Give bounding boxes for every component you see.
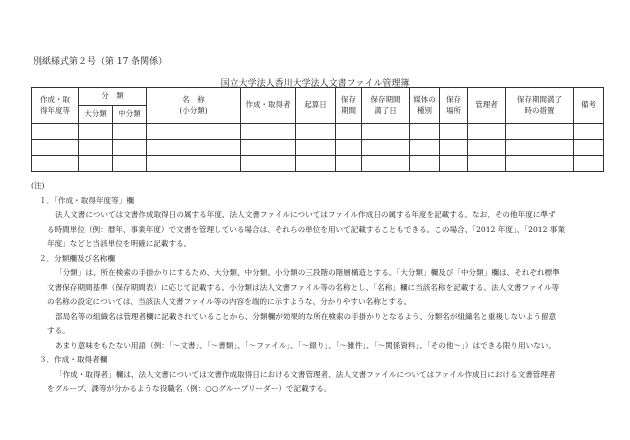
file-register-table bbox=[31, 87, 604, 172]
col-medium-category-header: 中分類 bbox=[113, 106, 147, 124]
table-row bbox=[32, 156, 604, 172]
col-manager-header: 管理者 bbox=[468, 88, 506, 124]
form-reference: 別紙様式第２号（第 17 条関係） bbox=[33, 57, 168, 67]
col-location-header: 保存 場所 bbox=[440, 88, 468, 124]
notes-section bbox=[31, 179, 606, 397]
col-remarks-header: 備考 bbox=[574, 88, 604, 124]
col-retention-period-header: 保存 期間 bbox=[336, 88, 362, 124]
col-category-header: 分 類 bbox=[79, 88, 147, 106]
table-row bbox=[32, 124, 604, 140]
col-year-header: 作成・取 得年度等 bbox=[32, 88, 79, 124]
col-medium-header: 媒体の 種別 bbox=[410, 88, 440, 124]
document-title: 国立大学法人香川大学法人文書ファイル管理簿 bbox=[220, 79, 410, 89]
note-2-line: する。 bbox=[47, 326, 70, 335]
note-2-line: 「分類」は、所在検索の手掛かりにするため、大分類、中分類、小分類の三段階の階層構造とする。「大分類」欄及び「中分類」欄は、それぞれ標準 bbox=[55, 268, 560, 277]
note-2-line: 部局名等の組織名は管理者欄に記載されていることから、分類欄が効果的な所在検索の手掛かりとなるよう、分類名が組織名と重複しないよう留意 bbox=[55, 311, 557, 321]
col-start-date-header: 起算日 bbox=[296, 88, 336, 124]
notes-label: (注) bbox=[31, 181, 45, 190]
note-3-title: ３．作成・取得者欄 bbox=[39, 355, 108, 364]
col-creator-header: 作成・取得者 bbox=[241, 88, 296, 124]
col-measure-header: 保存期間満了 時の措置 bbox=[506, 88, 574, 124]
note-2-line: の名称の設定については、当該法人文書ファイル等の内容を端的に示すような、分かりやすい名称とする。 bbox=[47, 297, 412, 306]
note-2-line: あまり意味をもたない用語（例：「～文書」、「～書類」、「～ファイル」、「～綴り」、「～雑件」、「～関係資料」、「その他～」）はできる限り用いない。 bbox=[55, 340, 556, 350]
col-expiry-header: 保存期間 満了日 bbox=[362, 88, 410, 124]
note-3-line: をグループ、課等が分かるような役職名（例：○○グループリーダー）で記載する。 bbox=[47, 384, 332, 393]
col-name-header: 名 称 (小分類) bbox=[147, 88, 241, 124]
note-3-line: 「作成・取得者」欄は、法人文書については文書作成取得日における文書管理者、法人文書ファイルについてはファイル作成日における文書管理者 bbox=[55, 369, 556, 379]
note-1-line: る時間単位（例：暦年、事業年度）で文書を管理している場合は、それらの単位を用いて記載することもできる。この場合、「2012 年度」、「2012 事業 bbox=[47, 224, 566, 234]
col-large-category-header: 大分類 bbox=[79, 106, 113, 124]
note-1-title: １．「作成・取得年度等」欄 bbox=[39, 195, 134, 205]
note-1-line: 年度」などと当該単位を明確に記載する。 bbox=[47, 239, 192, 248]
table-row bbox=[32, 140, 604, 156]
note-2-title: ２．分類欄及び名称欄 bbox=[39, 253, 115, 263]
note-2-line: 文書保存期間基準（保存期間表）に応じて記載する。小分類は法人文書ファイル等の名称とし、「名称」欄に当該名称を記載する。法人文書ファイル等 bbox=[47, 282, 560, 292]
note-1-line: 法人文書については文書作成取得日の属する年度、法人文書ファイルについてはファイル作成日の属する年度を記載する。なお、その他年度に準ず bbox=[55, 210, 556, 219]
